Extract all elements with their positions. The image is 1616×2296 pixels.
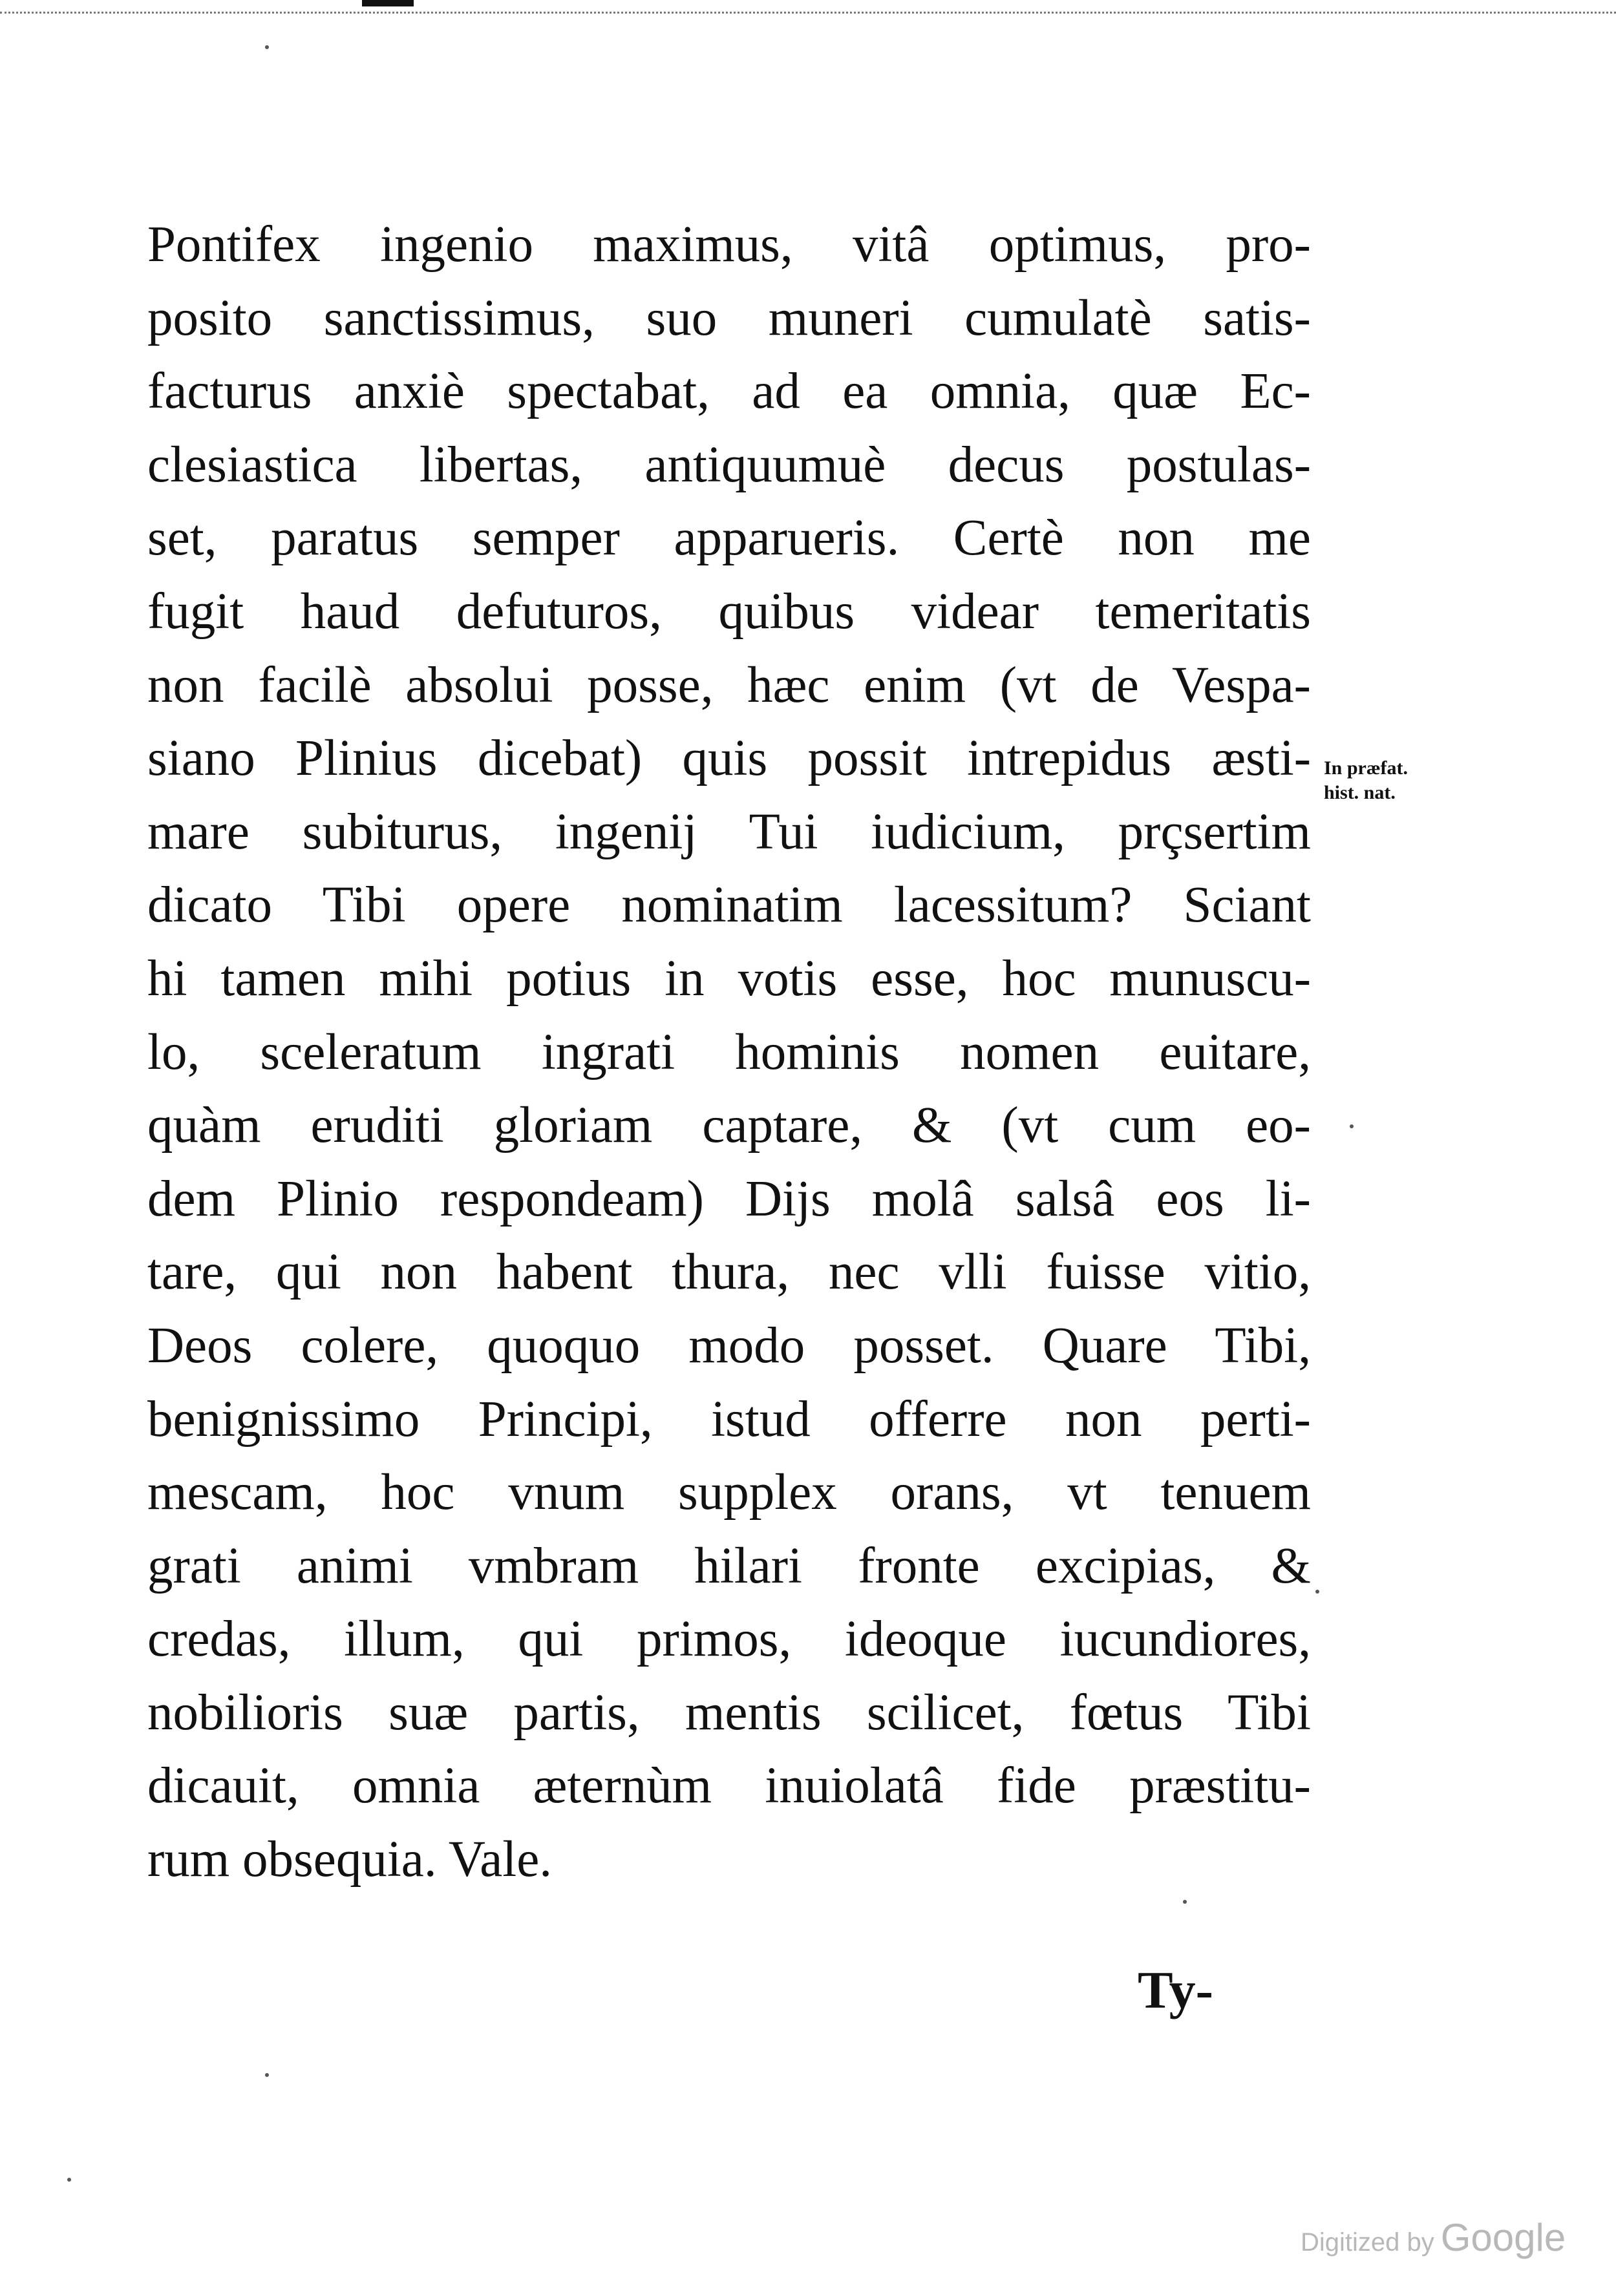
- ink-speck: [1183, 1900, 1187, 1904]
- page-top-ink-mark: [362, 0, 414, 6]
- ink-speck: [1350, 1124, 1354, 1128]
- text-line: facturus anxiè spectabat, ad ea omnia, quæ Ec-: [147, 363, 1311, 420]
- text-line: clesiastica libertas, antiquumuè decus postulas-: [147, 436, 1311, 493]
- digitized-label: Digitized by: [1301, 2228, 1434, 2257]
- margin-note-line: In præfat.: [1324, 757, 1409, 779]
- text-line: rum obsequia. Vale.: [147, 1831, 553, 1888]
- google-logo: Google: [1440, 2216, 1566, 2259]
- text-line: set, paratus semper apparueris. Certè non me: [147, 510, 1311, 567]
- page-top-edge: [0, 12, 1616, 14]
- text-line: dicauit, omnia æternùm inuiolatâ fide præstitu-: [147, 1758, 1311, 1815]
- catchword: Ty-: [1138, 1961, 1213, 2019]
- ink-speck: [1315, 1590, 1319, 1594]
- text-line: credas, illum, qui primos, ideoque iucundiores,: [147, 1611, 1311, 1668]
- text-line: Pontifex ingenio maximus, vitâ optimus, pro-: [147, 216, 1311, 273]
- text-line: grati animi vmbram hilari fronte excipias, &: [147, 1537, 1311, 1594]
- margin-note: [1324, 756, 1408, 805]
- text-line: tare, qui non habent thura, nec vlli fuisse vitio,: [147, 1244, 1311, 1301]
- text-line: Deos colere, quoquo modo posset. Quare Tibi,: [147, 1317, 1311, 1374]
- text-line: hi tamen mihi potius in votis esse, hoc munuscu-: [147, 950, 1311, 1007]
- text-line: nobilioris suæ partis, mentis scilicet, fœtus Tibi: [147, 1684, 1311, 1741]
- text-line: quàm eruditi gloriam captare, & (vt cum eo-: [147, 1097, 1311, 1154]
- text-line: benignissimo Principi, istud offerre non perti-: [147, 1391, 1311, 1448]
- text-line: posito sanctissimus, suo muneri cumulatè satis-: [147, 290, 1311, 346]
- text-line: dicato Tibi opere nominatim lacessitum? Sciant: [147, 877, 1311, 934]
- text-line: siano Plinius dicebat) quis possit intrepidus æsti-: [147, 730, 1311, 787]
- main-text-block: [147, 208, 1311, 1897]
- text-line: mare subiturus, ingenij Tui iudicium, prçsertim: [147, 803, 1311, 860]
- ink-speck: [67, 2178, 71, 2182]
- margin-note-line: hist. nat.: [1324, 782, 1396, 803]
- ink-speck: [265, 45, 269, 49]
- digitized-watermark: [1301, 2215, 1566, 2260]
- text-line: dem Plinio respondeam) Dijs molâ salsâ eos li-: [147, 1170, 1311, 1227]
- text-line: non facilè absolui posse, hæc enim (vt de Vespa-: [147, 657, 1311, 713]
- text-line: fugit haud defuturos, quibus videar temeritatis: [147, 583, 1311, 640]
- text-line: lo, sceleratum ingrati hominis nomen euitare,: [147, 1024, 1311, 1080]
- ink-speck: [265, 2073, 269, 2077]
- text-line: mescam, hoc vnum supplex orans, vt tenuem: [147, 1464, 1311, 1521]
